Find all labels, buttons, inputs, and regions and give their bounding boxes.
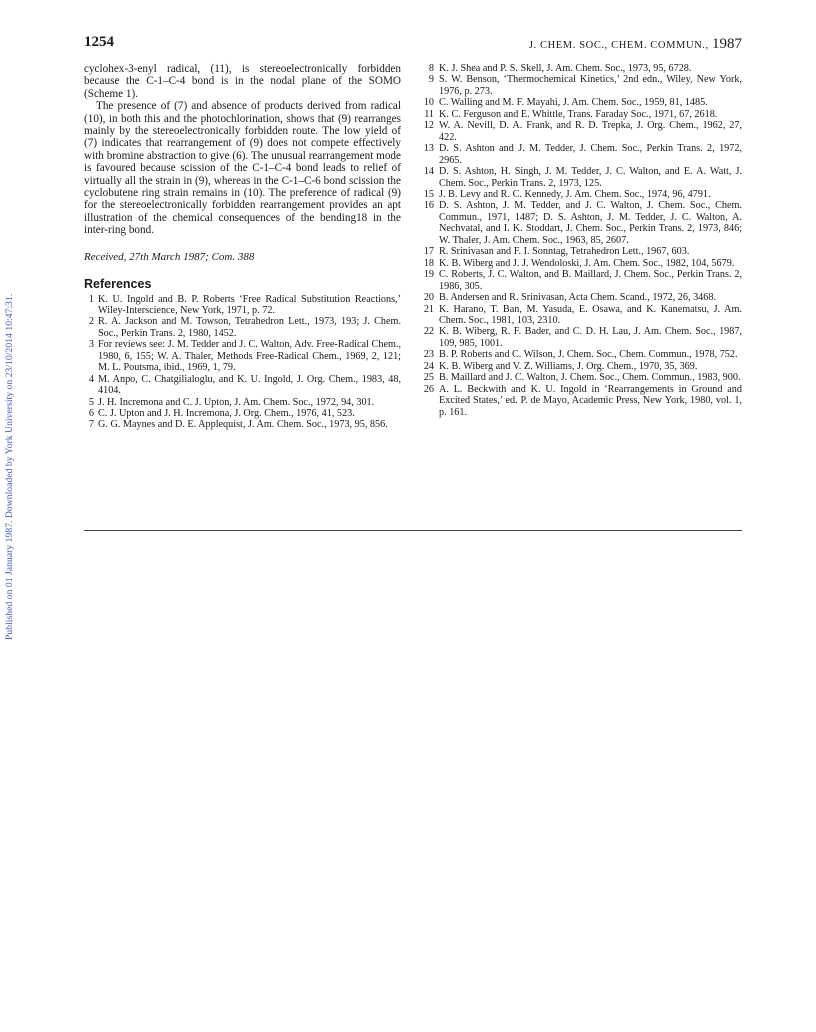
reference-number: 1	[88, 293, 94, 305]
reference-number: 23	[423, 349, 434, 361]
reference-item	[418, 304, 742, 327]
reference-text: C. Roberts, J. C. Walton, and B. Maillard, J. Chem. Soc., Perkin Trans. 2, 1986, 305.	[439, 269, 742, 292]
reference-item	[418, 269, 742, 292]
reference-number: 16	[423, 200, 434, 212]
body-paragraph-2: The presence of (7) and absence of products derived from radical (10), in both this and the photochlorination, shows that (9) rearranges mainly by the stereoelectronically forbidden route. The low yield of (7) indicates that rearrangement of (9) does not compete effectively with bromine abstraction to give (6). The unusual rearrangement mode is favoured because scission of the C-1–C-4 bond leads to relief of virtually all the strain in (9), whereas in the C-1–C-6 bond scission the cyclobutene ring strain remains in (10). The preference of radical (9) for the stereoelectronically forbidden rearrangement provides an apt illustration of the chemical consequences of the bending18 in the inter-ring bond.	[84, 100, 401, 237]
reference-list-left	[84, 294, 401, 431]
body-paragraph-1: cyclohex-3-enyl radical, (11), is stereoelectronically forbidden because the C-1–C-4 bond is in the nodal plane of the SOMO (Scheme 1).	[84, 63, 401, 100]
reference-number: 11	[424, 108, 434, 120]
reference-text: G. G. Maynes and D. E. Applequist, J. Am. Chem. Soc., 1973, 95, 856.	[98, 419, 388, 431]
reference-item	[418, 189, 742, 200]
reference-number: 25	[423, 372, 434, 384]
reference-text: K. U. Ingold and B. P. Roberts ‘Free Radical Substitution Reactions,’ Wiley-Interscience, New York, 1971, p. 72.	[98, 293, 401, 316]
reference-text: W. A. Nevill, D. A. Frank, and R. D. Trepka, J. Org. Chem., 1962, 27, 422.	[439, 120, 742, 143]
reference-item	[418, 200, 742, 246]
reference-number: 10	[423, 97, 434, 109]
reference-text: J. B. Levy and R. C. Kennedy, J. Am. Chem. Soc., 1974, 96, 4791.	[439, 188, 711, 200]
references-heading: References	[84, 277, 152, 292]
reference-number: 21	[423, 303, 434, 315]
reference-item	[84, 339, 401, 373]
reference-text: K. Harano, T. Ban, M. Yasuda, E. Osawa, and K. Kanematsu, J. Am. Chem. Soc., 1981, 103, 2310.	[439, 303, 742, 326]
reference-item	[418, 74, 742, 97]
reference-item	[84, 397, 401, 408]
reference-item	[418, 349, 742, 360]
reference-number: 24	[423, 360, 434, 372]
reference-item	[418, 63, 742, 74]
download-watermark-text: Published on 01 January 1987. Downloaded by York University on 23/10/2014 10:47:31.	[4, 293, 15, 640]
reference-item	[418, 372, 742, 383]
left-column	[84, 63, 401, 431]
reference-text: M. Anpo, C. Chatgilialoglu, and K. U. Ingold, J. Org. Chem., 1983, 48, 4104.	[98, 373, 401, 397]
reference-text: K. C. Ferguson and E. Whittle, Trans. Faraday Soc., 1971, 67, 2618.	[439, 108, 718, 120]
reference-text: K. J. Shea and P. S. Skell, J. Am. Chem. Soc., 1973, 95, 6728.	[439, 63, 692, 74]
reference-number: 18	[423, 257, 434, 269]
reference-number: 2	[88, 316, 94, 328]
reference-number: 12	[423, 120, 434, 132]
reference-item	[418, 120, 742, 143]
reference-item	[418, 246, 742, 257]
reference-number: 26	[423, 383, 434, 395]
reference-text: K. B. Wiberg and V. Z. Williams, J. Org. Chem., 1970, 35, 369.	[439, 360, 698, 372]
download-watermark	[2, 210, 16, 640]
reference-number: 5	[88, 396, 94, 408]
reference-number: 22	[423, 326, 434, 338]
reference-item	[418, 109, 742, 120]
reference-number: 19	[423, 269, 434, 281]
reference-text: B. Andersen and R. Srinivasan, Acta Chem. Scand., 1972, 26, 3468.	[439, 292, 717, 304]
reference-number: 20	[423, 292, 434, 304]
reference-number: 4	[88, 373, 94, 385]
reference-number: 8	[428, 63, 434, 74]
reference-text: C. J. Upton and J. H. Incremona, J. Org. Chem., 1976, 41, 523.	[98, 408, 355, 420]
reference-item	[418, 258, 742, 269]
reference-number: 17	[423, 246, 434, 258]
right-column	[418, 63, 742, 418]
reference-item	[84, 408, 401, 419]
reference-item	[418, 166, 742, 189]
running-head	[529, 36, 742, 53]
reference-number: 7	[88, 419, 94, 431]
reference-item	[84, 294, 401, 317]
reference-number: 14	[423, 166, 434, 178]
reference-number: 3	[88, 339, 94, 351]
reference-text: R. Srinivasan and F. I. Sonntag, Tetrahedron Lett., 1967, 603.	[439, 246, 690, 258]
reference-text: C. Walling and M. F. Mayahi, J. Am. Chem. Soc., 1959, 81, 1485.	[439, 97, 708, 109]
footer-rule	[84, 530, 742, 531]
reference-text: D. S. Ashton and J. M. Tedder, J. Chem. Soc., Perkin Trans. 2, 1972, 2965.	[439, 143, 742, 166]
reference-item	[418, 292, 742, 303]
reference-number: 15	[423, 188, 434, 200]
reference-item	[418, 97, 742, 108]
reference-item	[418, 384, 742, 418]
reference-item	[418, 143, 742, 166]
reference-number: 13	[423, 143, 434, 155]
reference-text: A. L. Beckwith and K. U. Ingold in ‘Rearrangements in Ground and Excited States,’ ed. P. de Mayo, Academic Press, New York, 1980, vol. 1, p. 161.	[439, 383, 742, 418]
reference-text: D. S. Ashton, J. M. Tedder, and J. C. Walton, J. Chem. Soc., Chem. Commun., 1971, 1487; D. S. Ashton, J. M. Tedder, J. C. Walton, A. Nechvatal, and I. K. Stoddart, J. Chem. Soc., Perkin Trans. 2, 1973, 846; W. Thaler, J. Am. Chem. Soc., 1963, 85, 2607.	[439, 200, 742, 246]
reference-number: 6	[88, 408, 94, 420]
reference-item	[84, 316, 401, 339]
received-note: Received, 27th March 1987; Com. 388	[84, 250, 255, 263]
page-number: 1254	[84, 34, 114, 50]
reference-item	[418, 361, 742, 372]
reference-text: R. A. Jackson and M. Towson, Tetrahedron Lett., 1973, 193; J. Chem. Soc., Perkin Trans. 2, 1980, 1452.	[98, 316, 401, 339]
reference-number: 9	[428, 74, 434, 86]
reference-text: S. W. Benson, ‘Thermochemical Kinetics,’ 2nd edn., Wiley, New York, 1976, p. 273.	[439, 74, 742, 97]
reference-text: B. P. Roberts and C. Wilson, J. Chem. Soc., Chem. Commun., 1978, 752.	[439, 349, 738, 361]
reference-text: B. Maillard and J. C. Walton, J. Chem. Soc., Chem. Commun., 1983, 900.	[439, 372, 741, 384]
journal-year: 1987	[712, 36, 742, 52]
reference-text: K. B. Wiberg and J. J. Wendoloski, J. Am. Chem. Soc., 1982, 104, 5679.	[439, 257, 735, 269]
journal-name: J. CHEM. SOC., CHEM. COMMUN.,	[528, 40, 709, 51]
reference-text: J. H. Incremona and C. J. Upton, J. Am. Chem. Soc., 1972, 94, 301.	[98, 396, 375, 408]
reference-item	[84, 419, 401, 430]
reference-text: K. B. Wiberg, R. F. Bader, and C. D. H. Lau, J. Am. Chem. Soc., 1987, 109, 985, 1001.	[439, 326, 742, 349]
reference-text: For reviews see: J. M. Tedder and J. C. Walton, Adv. Free-Radical Chem., 1980, 6, 155; W. A. Thaler, Methods Free-Radical Chem., 1969, 2, 121; M. L. Poutsma, ibid., 1969, 1, 79.	[98, 339, 401, 374]
reference-item	[418, 326, 742, 349]
reference-text: D. S. Ashton, H. Singh, J. M. Tedder, J. C. Walton, and E. A. Watt, J. Chem. Soc., Perkin Trans. 2, 1973, 125.	[439, 166, 742, 189]
reference-item	[84, 374, 401, 397]
